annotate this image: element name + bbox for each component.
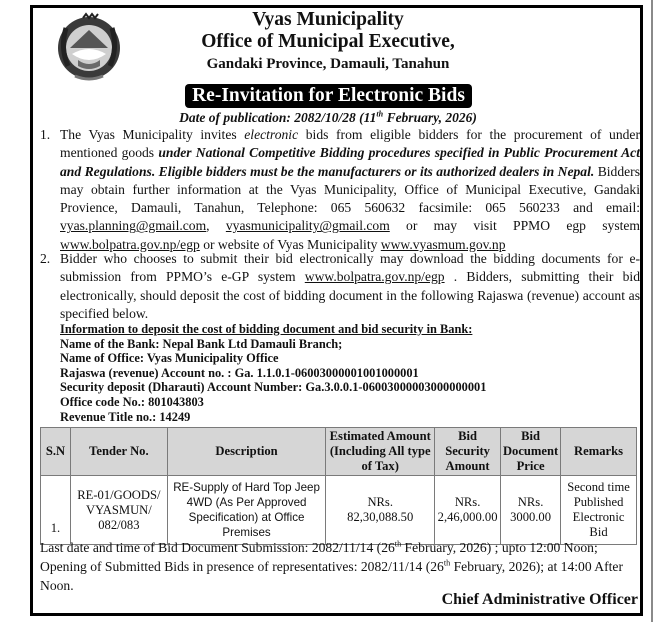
cell-tender-no: RE-01/GOODS/ VYASMUN/ 082/083	[70, 476, 167, 545]
revenue-title: Revenue Title no.: 14249	[60, 409, 191, 424]
publication-date	[0, 110, 656, 126]
bolpatra-link[interactable]: www.bolpatra.gov.np/egp	[60, 236, 200, 252]
col-header-doc-price: Bid Document Price	[501, 428, 561, 476]
bank-name: Name of the Bank: Nepal Bank Ltd Damauli Branch;	[60, 336, 343, 351]
publication-date-sup: th	[376, 109, 384, 119]
office-name: Office of Municipal Executive,	[201, 31, 455, 52]
text: . Bidders, submitting their bid electronically, should deposit the cost of bidding document in the following Rajaswa (revenue) account as specified below.	[60, 269, 640, 321]
office-code: Office code No.: 801043803	[60, 394, 204, 409]
col-header-description: Description	[167, 428, 326, 476]
email-link-municipality[interactable]: vyasmunicipality@gmail.com	[225, 218, 390, 234]
page-edge	[648, 0, 656, 622]
eligibility-text: under National Competitive Bidding procedures specified in Public Procurement Act and Regulations. Eligible bidders must be the manufacturers or its authorized dealers in Nepal.	[60, 145, 640, 179]
bolpatra-egp-link[interactable]: www.bolpatra.gov.np/egp	[304, 269, 445, 285]
paragraph-2	[40, 250, 640, 323]
col-header-sn: S.N	[41, 428, 71, 476]
amount-value: 82,30,088.50	[347, 510, 414, 524]
municipality-website-link[interactable]: www.vyasmum.gov.np	[380, 236, 506, 252]
text: Bidders may obtain further information at the Vyas Municipality, Office of Municipal Executive, Gandaki Provience, Damauli, Tanahun, Telephone: 065 560632 facsimile: 065 560233 and email:	[60, 163, 641, 216]
currency-label: NRs.	[367, 495, 393, 509]
col-header-tender-no: Tender No.	[70, 428, 167, 476]
text: or may visit PPMO egp system	[389, 218, 641, 234]
page-edge-line	[651, 0, 653, 622]
publication-date-text-end: February, 2026)	[383, 110, 477, 125]
paragraph-2-text	[60, 250, 640, 323]
cell-estimated-amount	[326, 476, 435, 545]
text: or website of Vyas Municipality	[199, 236, 381, 252]
text: bids from eligible bidders for the procurement of under mentioned goods	[60, 127, 640, 161]
sup: th	[394, 539, 402, 549]
publication-date-text: Date of publication: 2082/10/28 (11	[179, 110, 377, 125]
org-name: Vyas Municipality	[252, 9, 404, 30]
security-account: Security deposit (Dharauti) Account Number: Ga.3.0.0.1-06003000003000000001	[60, 380, 487, 395]
table-row	[41, 476, 637, 545]
cell-remarks: Second time Published Electronic Bid	[561, 476, 637, 545]
text: February, 2026); at 14:00 After Noon.	[40, 559, 623, 593]
cell-bid-security	[435, 476, 501, 545]
notice-title: Re-Invitation for Electronic Bids	[185, 84, 472, 108]
office-name-line: Name of Office: Vyas Municipality Office	[60, 351, 279, 366]
paragraph-1-text	[60, 126, 640, 254]
table-header-row	[41, 428, 637, 476]
paragraph-1	[40, 126, 640, 254]
text: ,	[206, 218, 226, 234]
text: Bidder who chooses to submit their bid electronically may download the bidding documents for e-submission from PPMO’s e-GP system	[60, 251, 640, 285]
sup: th	[443, 558, 451, 568]
tender-table	[40, 427, 637, 545]
amount-value: 3000.00	[510, 510, 552, 524]
bank-info-title: Information to deposit the cost of bidding document and bid security in Bank:	[60, 322, 473, 336]
text: February, 2026) ; upto 12:00 Noon;	[401, 540, 598, 555]
text: Opening of Submitted Bids in presence of representatives: 2082/11/14 (26	[40, 559, 444, 574]
text: The Vyas Municipality invites	[60, 127, 245, 142]
signatory: Chief Administrative Officer	[441, 591, 638, 608]
currency-label: NRs.	[454, 495, 481, 509]
text: Last date and time of Bid Document Submission: 2082/11/14 (26	[40, 540, 395, 555]
currency-label: NRs.	[517, 495, 544, 509]
amount-value: 2,46,000.00	[437, 510, 498, 524]
paragraph-number: 1.	[40, 127, 51, 142]
revenue-account: Rajaswa (revenue) Account no. : Ga. 1.1.0.1-06003000001001000001	[60, 365, 419, 380]
cell-description: RE-Supply of Hard Top Jeep 4WD (As Per Approved Specification) at Office Premises	[167, 476, 326, 545]
col-header-estimated-amount: Estimated Amount (Including All type of Tax)	[326, 428, 435, 476]
email-link-planning[interactable]: vyas.planning@gmail.com	[60, 218, 207, 234]
bank-info	[60, 322, 620, 424]
paragraph-number: 2.	[40, 251, 51, 266]
italic-text: electronic	[244, 127, 299, 142]
submission-deadline	[40, 538, 640, 557]
cell-sn: 1.	[41, 476, 71, 545]
cell-doc-price	[501, 476, 561, 545]
office-address: Gandaki Province, Damauli, Tanahun	[206, 56, 450, 72]
col-header-bid-security: Bid Security Amount	[435, 428, 501, 476]
col-header-remarks: Remarks	[561, 428, 637, 476]
